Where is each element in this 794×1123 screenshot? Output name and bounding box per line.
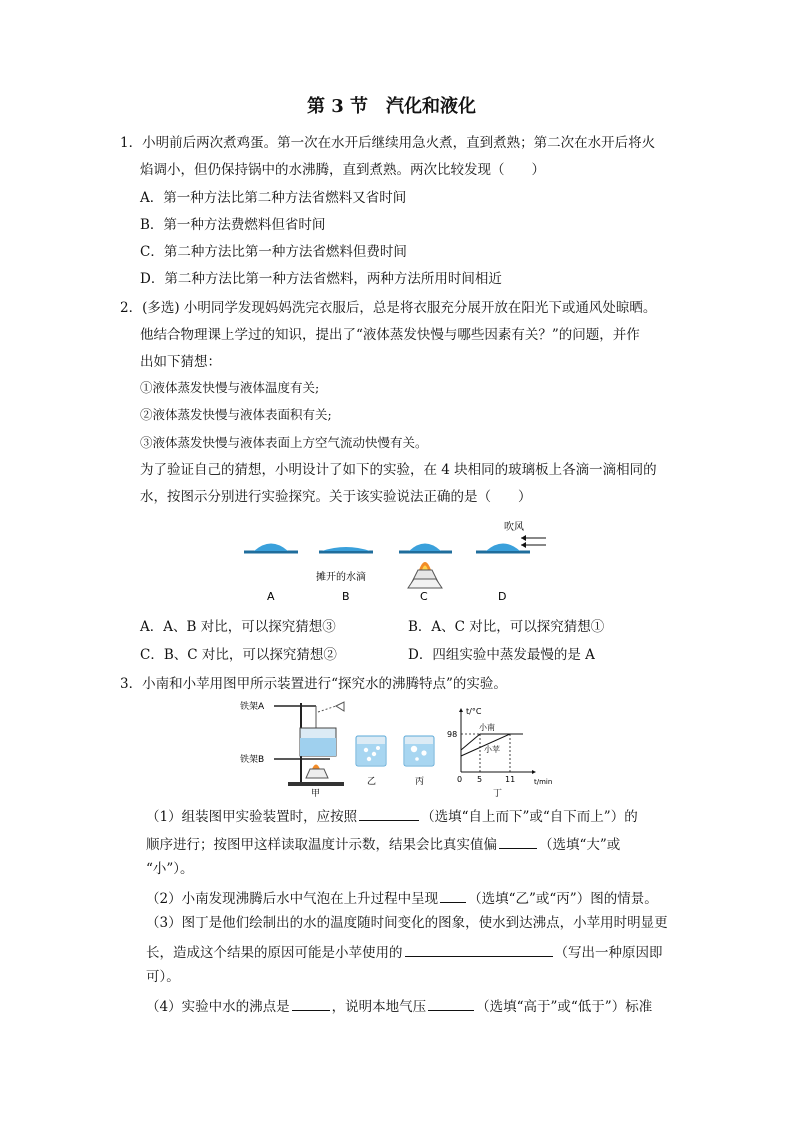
q1-option-d: D．第二种方法比第一种方法省燃料，两种方法所用时间相近: [140, 271, 502, 287]
label-a: A: [267, 590, 275, 603]
q3-part3-text-b: 长，造成这个结果的原因可能是小苹使用的: [146, 945, 403, 961]
q3-part4-text-b: ，说明本地气压: [331, 999, 427, 1015]
stand-base: [288, 782, 344, 786]
q2-guess-1: ①液体蒸发快慢与液体温度有关;: [140, 380, 320, 395]
series-label-nan: 小南: [479, 723, 495, 732]
t-axis-label: t/°C: [466, 707, 482, 716]
q3-part1-text-d: （选填“大”或: [539, 837, 621, 853]
series-label-ping: 小苹: [484, 745, 500, 754]
droplet-a: [254, 544, 288, 552]
droplet-b: [322, 547, 370, 551]
label-bing: 丙: [415, 777, 425, 787]
q3-part3-text-c: （写出一种原因即: [554, 945, 663, 961]
stand-b-label: 铁架B: [240, 755, 265, 765]
answer-blank-6[interactable]: [428, 998, 474, 1011]
droplet-d: [486, 544, 520, 552]
q2-option-d: D．四组实验中蒸发最慢的是 A: [408, 647, 595, 663]
q3-part2-line1: [146, 890, 658, 907]
q1-stem-line2: 焰调小，但仍保持锅中的水沸腾，直到煮熟。两次比较发现（ ）: [140, 162, 545, 178]
q3-intro: 3．小南和小苹用图甲所示装置进行“探究水的沸腾特点”的实验。: [120, 676, 507, 692]
page-title: 第 3 节 汽化和液化: [307, 96, 477, 117]
q2-guess-3: ③液体蒸发快慢与液体表面上方空气流动快慢有关。: [140, 435, 428, 450]
evaporation-figure: [236, 516, 556, 608]
q2-stem-line3: 出如下猜想：: [140, 354, 221, 370]
spread-droplet-label: 摊开的水滴: [316, 572, 366, 583]
q3-part2-text-b: （选填“乙”或“丙”）图的情景。: [468, 891, 658, 907]
q1-option-a: A．第一种方法比第二种方法省燃料又省时间: [140, 190, 407, 206]
q3-part1-text-b: （选填“自上而下”或“自下而上”）的: [421, 809, 638, 825]
q3-part1-text-a: （1）组装图甲实验装置时，应按照: [146, 809, 358, 825]
answer-blank-1[interactable]: [359, 808, 419, 821]
time-axis-label: t/min: [534, 778, 553, 786]
label-d: D: [498, 590, 507, 603]
q3-part3-line1: （3）图丁是他们绘制出的水的温度随时间变化的图象，使水到达沸点，小苹用时明显更: [146, 915, 668, 931]
q2-guess-2: ②液体蒸发快慢与液体表面积有关;: [140, 407, 332, 422]
temperature-graph: [447, 707, 552, 798]
q1-option-b: B．第一种方法费燃料但省时间: [140, 217, 326, 233]
q3-part1-line1: [146, 808, 638, 825]
q2-option-b: B．A、C 对比，可以探究猜想①: [408, 619, 605, 635]
answer-blank-2[interactable]: [499, 836, 537, 849]
q1-option-c: C．第二种方法比第一种方法省燃料但费时间: [140, 244, 407, 260]
stand-a-label: 铁架A: [240, 702, 265, 712]
wind-label: 吹风: [504, 522, 524, 533]
q3-part3-line3: 可）。: [146, 969, 180, 985]
boiling-figure: [238, 698, 558, 798]
label-yi: 乙: [367, 777, 377, 787]
answer-blank-5[interactable]: [292, 998, 330, 1011]
eye-icon: [336, 702, 344, 711]
droplet-c: [409, 544, 441, 552]
alcohol-lamp-icon: [306, 769, 328, 778]
q3-part4-text-a: （4）实验中水的沸点是: [146, 999, 290, 1015]
q3-part2-text-a: （2）小南发现沸腾后水中气泡在上升过程中呈现: [146, 891, 439, 907]
q3-part3-line2: [146, 944, 663, 961]
q2-option-c: C．B、C 对比，可以探究猜想②: [140, 647, 337, 663]
label-b: B: [342, 590, 350, 603]
flame-icon: [312, 765, 320, 770]
answer-blank-3[interactable]: [440, 890, 466, 903]
q2-stem-line4: 为了验证自己的猜想，小明设计了如下的实验，在 4 块相同的玻璃板上各滴一滴相同的: [140, 462, 657, 478]
q2-stem-line1: 2．(多选) 小明同学发现妈妈洗完衣服后，总是将衣服充分展开放在阳光下或通风处晾晒。: [120, 300, 657, 316]
x-tick-5: 5: [477, 775, 483, 784]
q2-stem-line2: 他结合物理课上学过的知识，提出了“液体蒸发快慢与哪些因素有关？”的问题，并作: [140, 327, 640, 343]
q3-part4-text-c: （选填“高于”或“低于”）标准: [476, 999, 653, 1015]
label-ding: 丁: [493, 789, 503, 798]
x-tick-11: 11: [505, 775, 516, 784]
q3-part1-line3: “小”）。: [146, 861, 194, 877]
q3-part1-line2: [146, 836, 620, 853]
y-tick-98: 98: [447, 730, 458, 739]
label-c: C: [420, 590, 428, 603]
x-tick-0: 0: [457, 775, 463, 784]
q3-part1-text-c: 顺序进行；按图甲这样读取温度计示数，结果会比真实值偏: [146, 837, 497, 853]
answer-blank-4[interactable]: [405, 944, 553, 957]
q2-stem-line5: 水，按图示分别进行实验探究。关于该实验说法正确的是（ ）: [140, 489, 532, 505]
q3-part4-line1: [146, 998, 652, 1015]
label-jia: 甲: [311, 789, 321, 798]
q1-stem-line1: 1．小明前后两次煮鸡蛋。第一次在水开后继续用急火煮，直到煮熟；第二次在水开后将火: [120, 135, 656, 151]
q2-option-a: A．A、B 对比，可以探究猜想③: [140, 619, 336, 635]
